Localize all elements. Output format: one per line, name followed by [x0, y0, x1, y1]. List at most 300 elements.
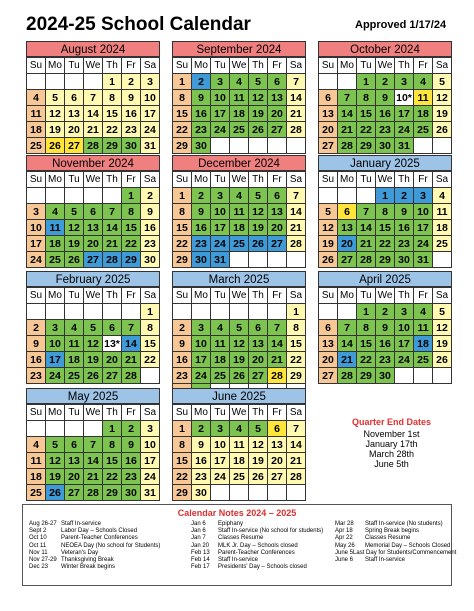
day-cell: 19: [249, 220, 268, 236]
day-cell: 22: [357, 352, 376, 368]
weekday-header: Th: [249, 58, 268, 74]
note-row: [29, 557, 169, 564]
day-cell: 28: [287, 469, 306, 485]
month-calendar: [26, 388, 160, 501]
empty-day-cell: [287, 485, 306, 501]
day-cell: 29: [173, 252, 192, 268]
weekday-header: Sa: [287, 172, 306, 188]
month-calendar: [172, 388, 306, 501]
note-text: Staff In-service: [61, 521, 101, 527]
day-cell: 22: [141, 352, 160, 368]
day-cell: 30: [122, 138, 141, 154]
day-cell: 18: [230, 453, 249, 469]
note-row: [29, 535, 169, 542]
day-cell: 27: [319, 138, 338, 154]
empty-day-cell: [173, 304, 192, 320]
day-cell: 21: [268, 352, 287, 368]
day-cell: 29: [103, 138, 122, 154]
note-date: Jan 7: [191, 535, 206, 542]
day-cell: 22: [173, 122, 192, 138]
day-cell: 7: [287, 188, 306, 204]
weekday-header: Mo: [338, 172, 357, 188]
day-cell: 10: [192, 336, 211, 352]
day-cell: 29: [357, 138, 376, 154]
weekday-header: Sa: [433, 288, 452, 304]
day-cell: 13: [268, 90, 287, 106]
empty-day-cell: [249, 485, 268, 501]
day-cell: 8: [376, 204, 395, 220]
day-cell: 7: [84, 90, 103, 106]
quarter-end-date: June 5th: [374, 459, 409, 469]
weekday-header: Su: [27, 288, 46, 304]
note-date: Nov 11: [29, 549, 48, 556]
day-cell: 13: [319, 106, 338, 122]
day-cell: 15: [287, 336, 306, 352]
day-cell: 11: [433, 204, 452, 220]
weekday-header: We: [84, 288, 103, 304]
day-cell: 30: [141, 252, 160, 268]
quarter-end-date: March 28th: [368, 449, 415, 459]
note-date: Apr 18: [335, 528, 353, 535]
empty-day-cell: [414, 138, 433, 154]
day-cell: 7: [287, 421, 306, 437]
day-cell: 24: [414, 236, 433, 252]
weekday-header: Fr: [414, 172, 433, 188]
day-cell: 26: [46, 485, 65, 501]
note-text: Spring Break begins: [365, 528, 420, 535]
weekday-header: Th: [103, 58, 122, 74]
note-date: Feb 14: [191, 557, 210, 564]
day-cell: 3: [395, 304, 414, 320]
day-cell: 2: [192, 188, 211, 204]
weekday-header: We: [84, 58, 103, 74]
day-cell: 15: [122, 220, 141, 236]
weekday-header: Su: [173, 288, 192, 304]
weekday-header: Tu: [65, 58, 84, 74]
note-text: Winter Break begins: [61, 564, 116, 571]
day-cell: 11: [230, 90, 249, 106]
empty-day-cell: [433, 368, 452, 384]
note-row: [29, 564, 169, 571]
day-cell: 11: [211, 336, 230, 352]
day-cell: 17: [27, 236, 46, 252]
note-text: Labor Day – Schools Closed: [61, 528, 138, 535]
day-cell: 15: [103, 453, 122, 469]
weekday-header: Fr: [414, 58, 433, 74]
day-cell: 16: [27, 352, 46, 368]
day-cell: 10: [141, 90, 160, 106]
day-cell: 17: [211, 453, 230, 469]
weekday-header: Fr: [122, 58, 141, 74]
empty-day-cell: [230, 252, 249, 268]
day-cell: 25: [414, 352, 433, 368]
day-cell: 23: [173, 368, 192, 384]
weekday-header: Th: [249, 172, 268, 188]
day-cell: 22: [357, 122, 376, 138]
day-cell: 12: [249, 204, 268, 220]
approved-date: Approved 1/17/24: [355, 19, 447, 31]
day-cell: 2: [192, 74, 211, 90]
empty-day-cell: [27, 188, 46, 204]
weekday-header: Th: [395, 172, 414, 188]
day-cell: 27: [268, 469, 287, 485]
day-cell: 15: [357, 106, 376, 122]
note-text: Classes Resume: [365, 535, 411, 542]
day-cell: 16: [173, 352, 192, 368]
weekday-header: Mo: [46, 172, 65, 188]
day-cell: 19: [433, 336, 452, 352]
note-text: Presidents' Day – Schools closed: [218, 564, 307, 571]
empty-day-cell: [230, 304, 249, 320]
weekday-header: Th: [395, 288, 414, 304]
day-cell: 28: [84, 138, 103, 154]
day-cell: 27: [84, 252, 103, 268]
day-cell: 24: [211, 122, 230, 138]
month-title: November 2024: [26, 155, 160, 171]
day-cell: 1: [103, 74, 122, 90]
day-cell: 1: [357, 304, 376, 320]
empty-day-cell: [230, 138, 249, 154]
day-cell: 12: [433, 320, 452, 336]
day-cell: 23: [122, 469, 141, 485]
day-cell: 1: [122, 188, 141, 204]
day-cell: 16: [376, 336, 395, 352]
weekday-header: Su: [319, 288, 338, 304]
day-cell: 11: [414, 320, 433, 336]
day-cell: 12: [84, 336, 103, 352]
day-cell: 14: [338, 106, 357, 122]
empty-day-cell: [357, 188, 376, 204]
notes-column-1: [29, 521, 169, 571]
day-cell: 19: [65, 236, 84, 252]
day-cell: 5: [230, 320, 249, 336]
empty-day-cell: [268, 138, 287, 154]
day-cell: 27: [65, 485, 84, 501]
day-cell: 31: [141, 138, 160, 154]
day-cell: 7: [287, 74, 306, 90]
note-row: [191, 557, 331, 564]
day-cell: 11: [230, 204, 249, 220]
weekday-header: Sa: [141, 288, 160, 304]
day-cell: 7: [338, 90, 357, 106]
note-text: Staff In-service (No school for students): [218, 528, 324, 535]
day-cell: 2: [122, 74, 141, 90]
weekday-header: Tu: [357, 58, 376, 74]
note-date: Jan 6: [191, 521, 206, 527]
weekday-header: We: [230, 288, 249, 304]
day-cell: 17: [395, 106, 414, 122]
day-cell: 5: [249, 421, 268, 437]
day-cell: 22: [173, 469, 192, 485]
weekday-header: We: [230, 405, 249, 421]
day-cell: 18: [414, 106, 433, 122]
note-date: Dec 23: [29, 564, 49, 571]
weekday-header: We: [376, 58, 395, 74]
day-cell: 3: [211, 188, 230, 204]
day-cell: 1: [173, 188, 192, 204]
day-cell: 7: [103, 204, 122, 220]
day-cell: 20: [338, 236, 357, 252]
weekday-header: Fr: [122, 288, 141, 304]
day-cell: 25: [211, 368, 230, 384]
month-calendar: [172, 41, 306, 154]
day-cell: 11: [46, 220, 65, 236]
day-cell: 12: [65, 220, 84, 236]
day-cell: 11: [65, 336, 84, 352]
day-cell: 10: [27, 220, 46, 236]
note-text: Staff In-service (No students): [365, 521, 443, 527]
day-cell: 24: [46, 368, 65, 384]
empty-day-cell: [433, 138, 452, 154]
day-cell: 10: [211, 90, 230, 106]
day-cell: 28: [338, 138, 357, 154]
day-cell: 20: [268, 220, 287, 236]
note-text: Veteran's Day: [61, 549, 99, 556]
day-cell: 30: [192, 252, 211, 268]
note-row: [335, 521, 451, 528]
month-title: September 2024: [172, 41, 306, 57]
day-cell: 17: [211, 106, 230, 122]
weekday-header: Sa: [287, 58, 306, 74]
empty-day-cell: [395, 368, 414, 384]
weekday-header: Tu: [211, 172, 230, 188]
month-calendar: [318, 271, 452, 384]
weekday-header: Tu: [211, 58, 230, 74]
day-cell: 10: [211, 437, 230, 453]
weekday-header: Sa: [141, 405, 160, 421]
note-date: May 26: [335, 542, 355, 549]
day-cell: 29: [287, 368, 306, 384]
day-cell: 21: [338, 122, 357, 138]
day-cell: 11: [414, 90, 433, 106]
day-cell: 1: [173, 74, 192, 90]
day-cell: 25: [65, 368, 84, 384]
day-cell: 17: [211, 220, 230, 236]
day-cell: 12: [249, 437, 268, 453]
note-text: Memorial Day – Schools Closed: [365, 542, 451, 549]
day-cell: 16: [122, 453, 141, 469]
day-cell: 7: [338, 320, 357, 336]
empty-day-cell: [46, 188, 65, 204]
empty-day-cell: [414, 368, 433, 384]
month-day-grid: [318, 57, 452, 154]
weekday-header: We: [84, 172, 103, 188]
day-cell: 20: [249, 352, 268, 368]
day-cell: 21: [84, 122, 103, 138]
weekday-header: Fr: [122, 405, 141, 421]
weekday-header: Sa: [433, 58, 452, 74]
day-cell: 14: [84, 106, 103, 122]
day-cell: 18: [414, 336, 433, 352]
month-title: February 2025: [26, 271, 160, 287]
day-cell: 25: [414, 122, 433, 138]
note-text: Last Day for Students/Commencement: [353, 549, 457, 556]
day-cell: 10: [211, 204, 230, 220]
day-cell: 25: [27, 485, 46, 501]
day-cell: 2: [173, 320, 192, 336]
calendar-notes: [22, 504, 457, 586]
day-cell: 31: [211, 252, 230, 268]
day-cell: 23: [192, 469, 211, 485]
weekday-header: Sa: [141, 172, 160, 188]
note-row: [191, 550, 331, 557]
month-title: March 2025: [172, 271, 306, 287]
empty-day-cell: [46, 421, 65, 437]
empty-day-cell: [249, 252, 268, 268]
note-row: [29, 543, 169, 550]
empty-day-cell: [319, 74, 338, 90]
day-cell: 5: [319, 204, 338, 220]
day-cell: 28: [357, 252, 376, 268]
note-text: Staff In-service: [218, 557, 258, 564]
day-cell: 6: [84, 204, 103, 220]
day-cell: 23: [141, 236, 160, 252]
empty-day-cell: [319, 188, 338, 204]
day-cell: 4: [414, 304, 433, 320]
day-cell: 24: [211, 236, 230, 252]
note-text: Parent-Teacher Conferences: [61, 535, 138, 542]
weekday-header: Tu: [357, 288, 376, 304]
note-row: [29, 550, 169, 557]
empty-day-cell: [211, 485, 230, 501]
day-cell: 19: [46, 469, 65, 485]
day-cell: 8: [122, 204, 141, 220]
day-cell: 16: [192, 220, 211, 236]
empty-day-cell: [27, 74, 46, 90]
day-cell: 31: [141, 485, 160, 501]
day-cell: 11: [230, 437, 249, 453]
day-cell: 14: [338, 336, 357, 352]
day-cell: 9: [122, 90, 141, 106]
empty-day-cell: [268, 304, 287, 320]
weekday-header: Mo: [338, 58, 357, 74]
note-date: Jan 6: [191, 528, 206, 535]
day-cell: 2: [27, 320, 46, 336]
day-cell: 8: [173, 204, 192, 220]
day-cell: 21: [84, 469, 103, 485]
day-cell: 1: [141, 304, 160, 320]
weekday-header: Mo: [192, 288, 211, 304]
empty-day-cell: [249, 138, 268, 154]
note-date: Oct 11: [29, 542, 47, 549]
empty-day-cell: [46, 304, 65, 320]
day-cell: 24: [192, 368, 211, 384]
day-cell: 9: [376, 90, 395, 106]
note-row: [335, 528, 451, 535]
day-cell: 6: [249, 320, 268, 336]
day-cell: 23: [395, 236, 414, 252]
weekday-header: Th: [249, 405, 268, 421]
day-cell: 9: [395, 204, 414, 220]
day-cell: 16: [192, 453, 211, 469]
day-cell: 4: [414, 74, 433, 90]
day-cell: 29: [173, 485, 192, 501]
weekday-header: Tu: [211, 288, 230, 304]
day-cell: 14: [268, 336, 287, 352]
day-cell: 23: [122, 122, 141, 138]
weekday-header: We: [230, 58, 249, 74]
empty-day-cell: [122, 304, 141, 320]
weekday-header: Su: [319, 58, 338, 74]
month-calendar: [26, 41, 160, 154]
day-cell: 8: [173, 437, 192, 453]
day-cell: 4: [230, 421, 249, 437]
day-cell: 8: [287, 320, 306, 336]
day-cell: 14: [287, 204, 306, 220]
day-cell: 10*: [395, 90, 414, 106]
day-cell: 17: [46, 352, 65, 368]
day-cell: 18: [433, 220, 452, 236]
weekday-header: Mo: [192, 58, 211, 74]
empty-day-cell: [84, 74, 103, 90]
weekday-header: Su: [173, 58, 192, 74]
day-cell: 28: [287, 236, 306, 252]
month-calendar: [172, 155, 306, 268]
day-cell: 14: [84, 453, 103, 469]
note-date: Aug 26-27: [29, 521, 57, 527]
weekday-header: Mo: [192, 405, 211, 421]
day-cell: 20: [268, 106, 287, 122]
day-cell: 27: [65, 138, 84, 154]
day-cell: 3: [141, 421, 160, 437]
day-cell: 2: [376, 304, 395, 320]
quarter-end-title: Quarter End Dates: [351, 417, 432, 427]
day-cell: 26: [319, 252, 338, 268]
weekday-header: Th: [103, 405, 122, 421]
weekday-header: Fr: [122, 172, 141, 188]
note-date: Feb 13: [191, 549, 210, 556]
empty-day-cell: [65, 188, 84, 204]
day-cell: 8: [357, 320, 376, 336]
day-cell: 9: [122, 437, 141, 453]
day-cell: 5: [249, 188, 268, 204]
day-cell: 11: [27, 106, 46, 122]
day-cell: 6: [65, 437, 84, 453]
day-cell: 6: [268, 421, 287, 437]
note-row: [191, 543, 331, 550]
day-cell: 20: [268, 453, 287, 469]
day-cell: 4: [65, 320, 84, 336]
day-cell: 1: [357, 74, 376, 90]
day-cell: 8: [103, 437, 122, 453]
day-cell: 8: [173, 90, 192, 106]
day-cell: 29: [173, 138, 192, 154]
day-cell: 20: [319, 122, 338, 138]
empty-day-cell: [268, 252, 287, 268]
day-cell: 26: [230, 368, 249, 384]
day-cell: 17: [192, 352, 211, 368]
day-cell: 31: [395, 138, 414, 154]
empty-day-cell: [84, 188, 103, 204]
day-cell: 2: [376, 74, 395, 90]
quarter-end-date: November 1st: [363, 429, 420, 439]
notes-column-3: [335, 521, 457, 564]
day-cell: 10: [46, 336, 65, 352]
month-title: April 2025: [318, 271, 452, 287]
day-cell: 26: [433, 352, 452, 368]
day-cell: 29: [376, 252, 395, 268]
day-cell: 22: [376, 236, 395, 252]
day-cell: 19: [230, 352, 249, 368]
day-cell: 18: [65, 352, 84, 368]
day-cell: 21: [338, 352, 357, 368]
day-cell: 21: [287, 453, 306, 469]
month-title: January 2025: [318, 155, 452, 171]
day-cell: 30: [376, 368, 395, 384]
day-cell: 5: [84, 320, 103, 336]
day-cell: 1: [103, 421, 122, 437]
day-cell: 3: [211, 74, 230, 90]
